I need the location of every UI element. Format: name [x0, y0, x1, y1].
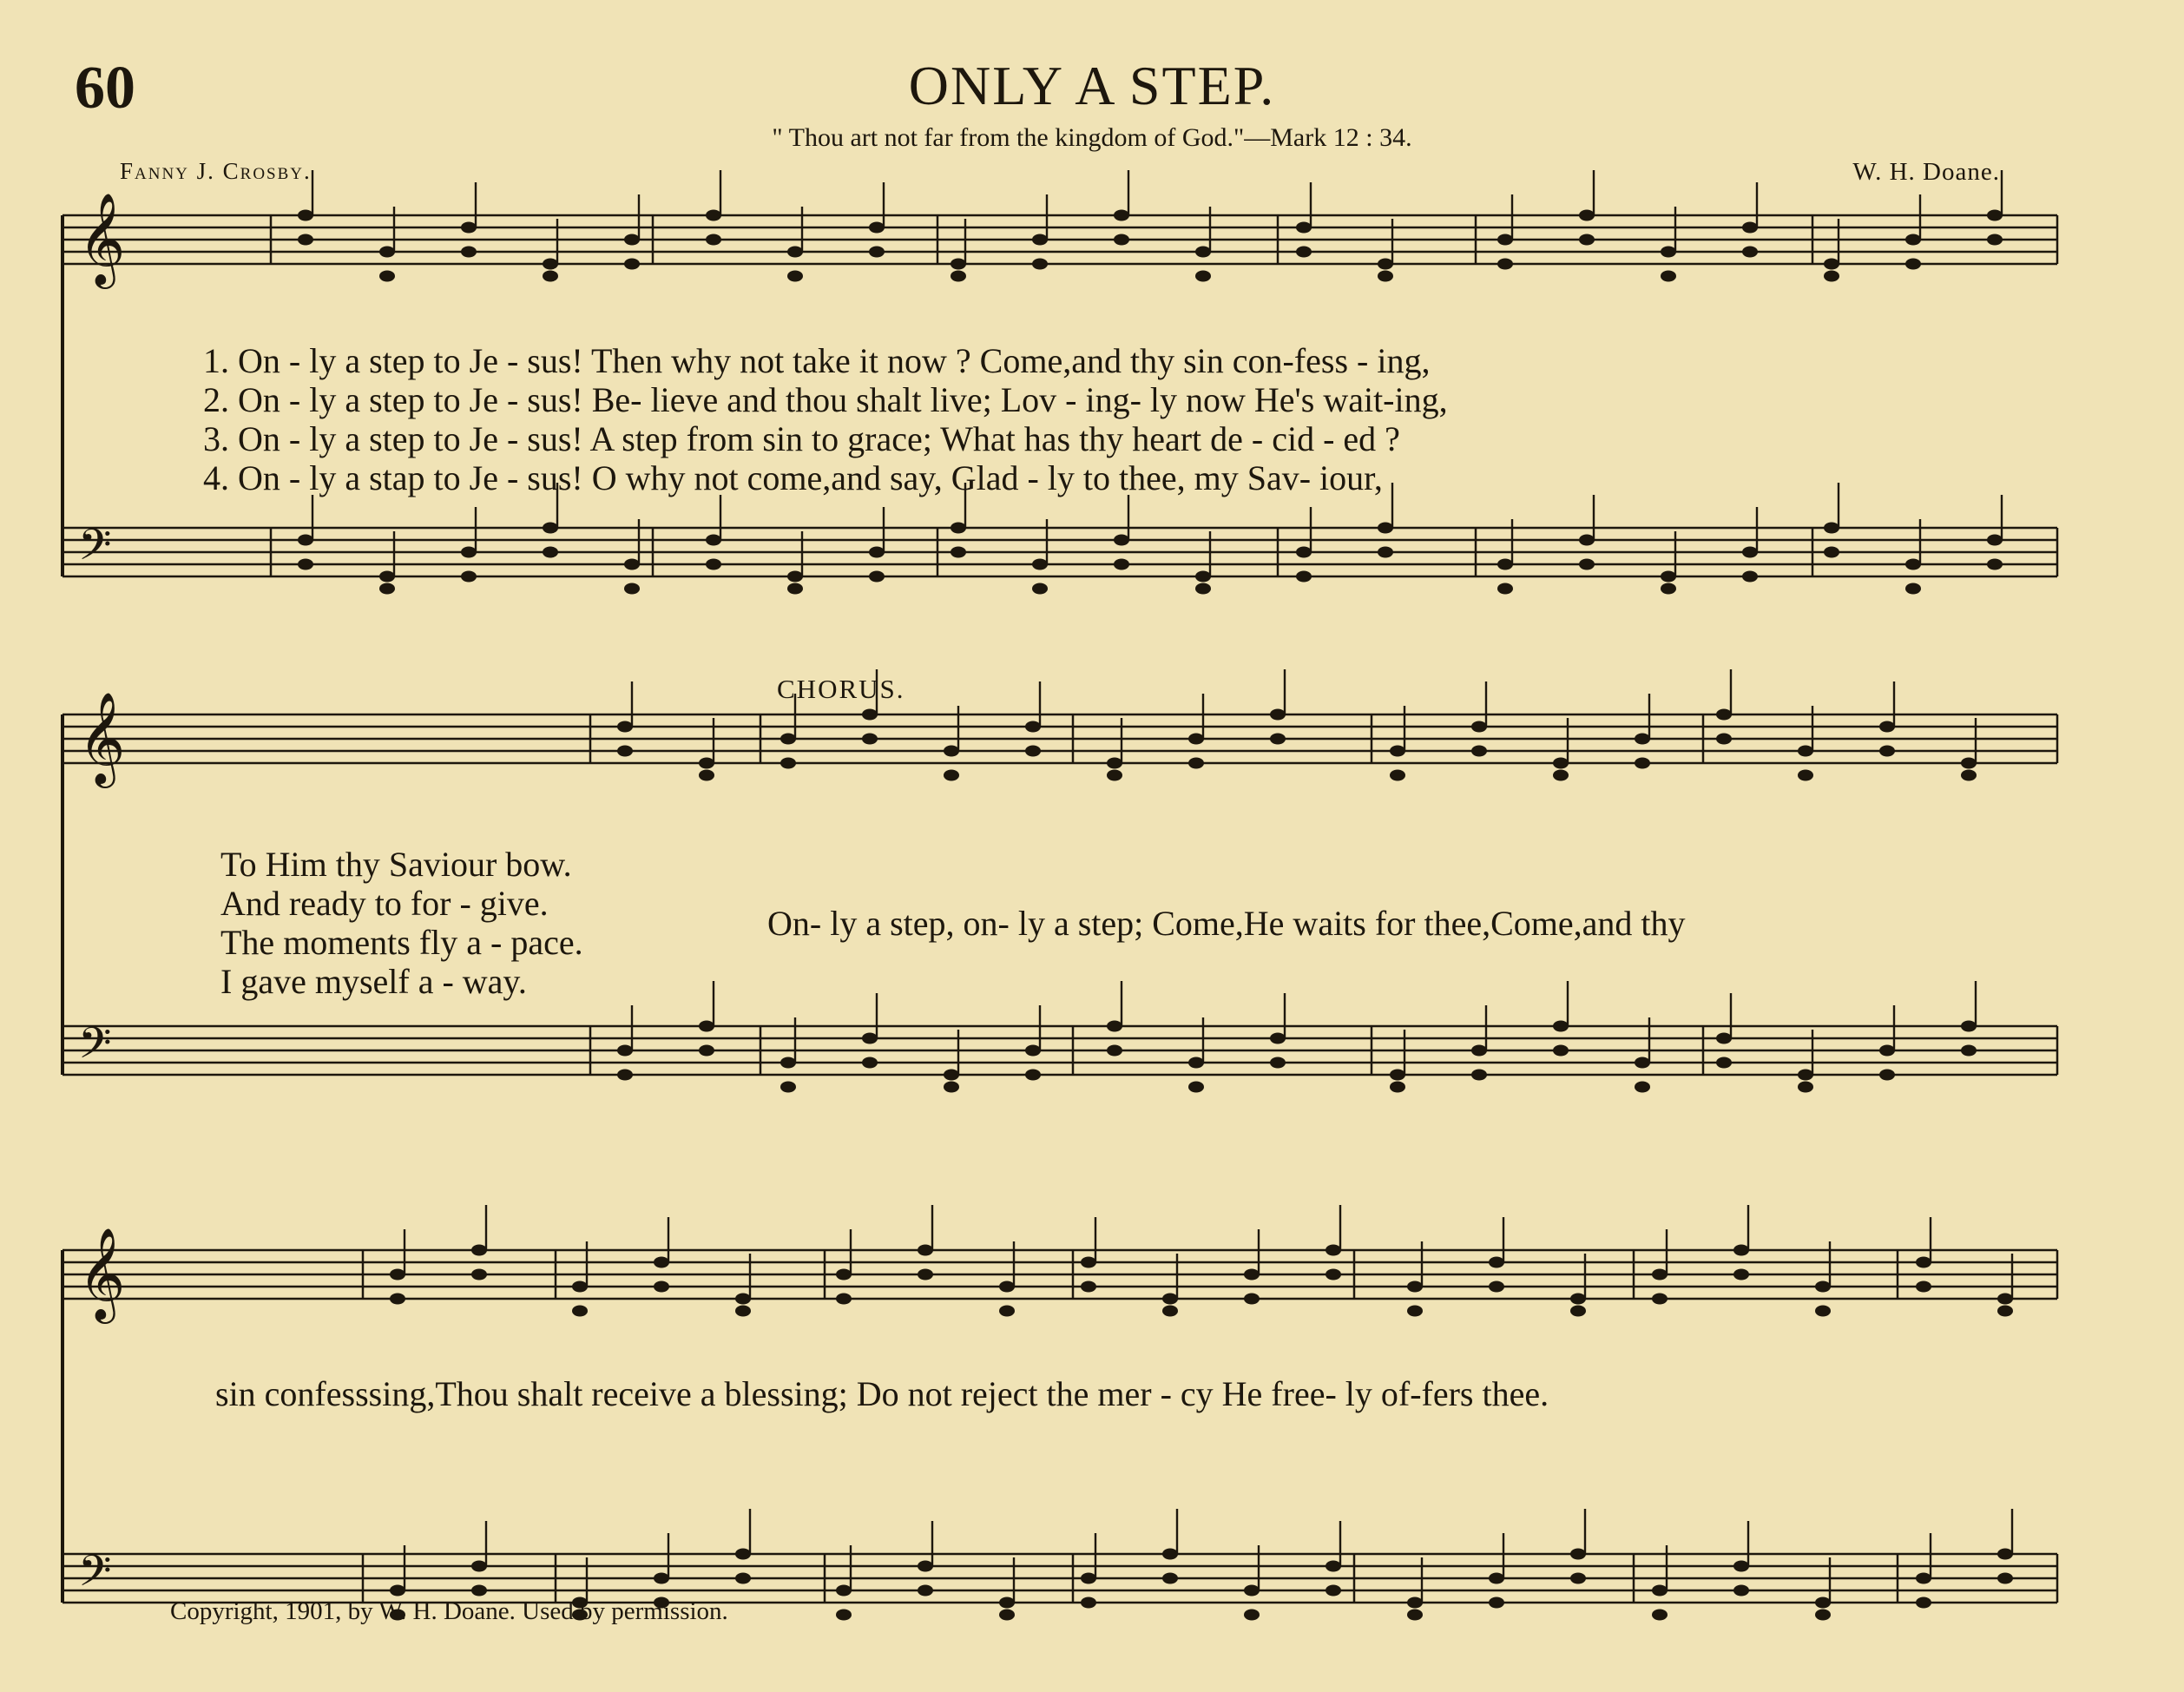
- notehead: [787, 271, 803, 282]
- notehead: [390, 1269, 405, 1281]
- notehead: [699, 770, 714, 781]
- notehead: [461, 222, 477, 234]
- notehead: [1032, 559, 1048, 570]
- notehead: [1114, 559, 1129, 570]
- notehead: [1188, 1082, 1204, 1093]
- notehead: [654, 1257, 669, 1268]
- notehead: [1742, 222, 1758, 234]
- notehead: [1553, 1045, 1569, 1057]
- notehead: [617, 1045, 633, 1057]
- notehead: [1326, 1269, 1341, 1281]
- page-number: 60: [75, 55, 135, 122]
- notehead: [1390, 1082, 1405, 1093]
- notehead: [699, 1021, 714, 1032]
- notehead: [951, 547, 966, 558]
- notehead: [1296, 247, 1312, 258]
- notehead: [836, 1269, 852, 1281]
- notehead: [624, 583, 640, 595]
- notehead: [624, 259, 640, 270]
- notehead: [780, 1082, 796, 1093]
- notehead: [1570, 1573, 1586, 1584]
- notehead: [1032, 259, 1048, 270]
- notehead: [836, 1610, 852, 1621]
- notehead: [1195, 583, 1211, 595]
- notehead: [1188, 734, 1204, 745]
- notehead: [471, 1585, 487, 1597]
- notehead: [1471, 746, 1487, 757]
- notehead: [1114, 234, 1129, 246]
- notehead: [1798, 770, 1813, 781]
- notehead: [706, 234, 721, 246]
- notehead: [1661, 571, 1676, 583]
- notehead: [944, 1082, 959, 1093]
- notehead: [1390, 746, 1405, 757]
- notehead: [706, 559, 721, 570]
- notehead: [1742, 547, 1758, 558]
- notehead: [1326, 1561, 1341, 1572]
- notehead: [1716, 709, 1732, 721]
- notehead: [1661, 271, 1676, 282]
- verse-ending-1: To Him thy Saviour bow.: [220, 845, 572, 884]
- notehead: [572, 1281, 588, 1293]
- notehead: [1570, 1306, 1586, 1317]
- notehead: [1497, 234, 1513, 246]
- notehead: [1815, 1610, 1831, 1621]
- notehead: [1378, 547, 1393, 558]
- notehead: [543, 271, 558, 282]
- notehead: [699, 1045, 714, 1057]
- verse-lyrics: [203, 341, 1448, 497]
- notehead: [1114, 210, 1129, 221]
- notehead: [1961, 770, 1977, 781]
- treble-clef-icon: 𝄞: [78, 1227, 126, 1320]
- chorus-label: CHORUS.: [777, 674, 905, 704]
- notehead: [1032, 583, 1048, 595]
- notehead: [1905, 583, 1921, 595]
- notehead: [1661, 583, 1676, 595]
- notehead: [1733, 1585, 1749, 1597]
- notehead: [572, 1306, 588, 1317]
- notehead: [862, 734, 878, 745]
- notehead: [1081, 1281, 1096, 1293]
- notehead: [1553, 1021, 1569, 1032]
- notehead: [869, 571, 885, 583]
- notehead: [1471, 721, 1487, 733]
- notehead: [1570, 1294, 1586, 1305]
- notehead: [869, 222, 885, 234]
- notehead: [1742, 571, 1758, 583]
- notehead: [1733, 1245, 1749, 1256]
- notehead: [1081, 1257, 1096, 1268]
- notehead: [1081, 1573, 1096, 1584]
- notehead: [1579, 559, 1595, 570]
- notehead: [918, 1561, 933, 1572]
- notehead: [1879, 721, 1895, 733]
- notehead: [1390, 770, 1405, 781]
- notehead: [1195, 571, 1211, 583]
- notehead: [1114, 535, 1129, 546]
- notehead: [735, 1294, 751, 1305]
- notehead: [869, 547, 885, 558]
- notehead: [543, 547, 558, 558]
- notehead: [1025, 1045, 1041, 1057]
- notehead: [1296, 222, 1312, 234]
- verse-2: 2. On - ly a step to Je - sus! Be- lieve and thou shalt live; Lov - ing- ly now He's wait-ing,: [203, 380, 1448, 419]
- notehead: [617, 1070, 633, 1081]
- notehead: [918, 1269, 933, 1281]
- notehead: [1916, 1257, 1931, 1268]
- composer-credit: W. H. Doane.: [1852, 158, 2000, 186]
- notehead: [1025, 1070, 1041, 1081]
- notehead: [1635, 1057, 1650, 1069]
- notehead: [390, 1585, 405, 1597]
- notehead: [862, 709, 878, 721]
- notehead: [1244, 1585, 1260, 1597]
- notehead: [836, 1294, 852, 1305]
- notehead: [1905, 234, 1921, 246]
- notehead: [1270, 1057, 1286, 1069]
- notehead: [1987, 234, 2003, 246]
- notehead: [1824, 271, 1839, 282]
- notehead: [1244, 1294, 1260, 1305]
- notehead: [1661, 247, 1676, 258]
- scripture-reference: " Thou art not far from the kingdom of God."—Mark 12 : 34.: [772, 123, 1412, 152]
- notehead: [1579, 234, 1595, 246]
- notehead: [735, 1549, 751, 1560]
- notehead: [780, 1057, 796, 1069]
- notehead: [1652, 1610, 1668, 1621]
- notehead: [1081, 1597, 1096, 1609]
- notehead: [1652, 1269, 1668, 1281]
- notehead: [298, 210, 313, 221]
- notehead: [1824, 259, 1839, 270]
- notehead: [1326, 1585, 1341, 1597]
- notehead: [461, 547, 477, 558]
- notehead: [390, 1294, 405, 1305]
- notehead: [1579, 535, 1595, 546]
- notehead: [1815, 1306, 1831, 1317]
- notehead: [699, 758, 714, 769]
- notehead: [461, 247, 477, 258]
- bass-clef-icon: 𝄢: [78, 520, 112, 581]
- notehead: [1961, 758, 1977, 769]
- notehead: [1997, 1294, 2013, 1305]
- notehead: [706, 535, 721, 546]
- notehead: [1270, 734, 1286, 745]
- notehead: [1378, 523, 1393, 534]
- notehead: [869, 247, 885, 258]
- notehead: [1905, 559, 1921, 570]
- notehead: [1107, 1045, 1122, 1057]
- notehead: [944, 746, 959, 757]
- notehead: [1798, 1082, 1813, 1093]
- notehead: [1742, 247, 1758, 258]
- notehead: [1270, 1033, 1286, 1044]
- treble-clef-icon: 𝄞: [78, 192, 126, 285]
- verse-ending-3: The moments fly a - pace.: [220, 923, 583, 962]
- notehead: [617, 746, 633, 757]
- verse-ending-4: I gave myself a - way.: [220, 962, 527, 1001]
- notehead: [1378, 259, 1393, 270]
- notehead: [944, 1070, 959, 1081]
- notehead: [787, 571, 803, 583]
- bass-clef-icon: 𝄢: [78, 1546, 112, 1607]
- notehead: [1188, 1057, 1204, 1069]
- notehead: [1407, 1597, 1423, 1609]
- notehead: [1378, 271, 1393, 282]
- notehead: [1471, 1045, 1487, 1057]
- notehead: [1635, 758, 1650, 769]
- notehead: [1407, 1281, 1423, 1293]
- notehead: [1652, 1294, 1668, 1305]
- notehead: [1489, 1257, 1504, 1268]
- notehead: [1489, 1573, 1504, 1584]
- notehead: [1025, 721, 1041, 733]
- notehead: [1188, 758, 1204, 769]
- notehead: [999, 1610, 1015, 1621]
- notehead: [1579, 210, 1595, 221]
- notehead: [1107, 770, 1122, 781]
- notehead: [1997, 1573, 2013, 1584]
- notehead: [1195, 247, 1211, 258]
- notehead: [1987, 210, 2003, 221]
- notehead: [787, 583, 803, 595]
- chorus-lyrics-line-2: sin confesssing,Thou shalt receive a blessing; Do not reject the mer - cy He free- ly of-fers thee.: [215, 1374, 1549, 1413]
- notehead: [1107, 1021, 1122, 1032]
- notehead: [1824, 523, 1839, 534]
- notehead: [461, 571, 477, 583]
- notehead: [1815, 1281, 1831, 1293]
- notehead: [1987, 559, 2003, 570]
- notehead: [1733, 1269, 1749, 1281]
- notehead: [1195, 271, 1211, 282]
- notehead: [1489, 1281, 1504, 1293]
- notehead: [999, 1597, 1015, 1609]
- verse-4: 4. On - ly a stap to Je - sus! O why not come,and say, Glad - ly to thee, my Sav- iour,: [203, 458, 1383, 497]
- notehead: [836, 1585, 852, 1597]
- notehead: [1961, 1021, 1977, 1032]
- notehead: [379, 571, 395, 583]
- notehead: [1879, 1045, 1895, 1057]
- notehead: [951, 271, 966, 282]
- notehead: [379, 247, 395, 258]
- notehead: [617, 721, 633, 733]
- notehead: [862, 1057, 878, 1069]
- notehead: [471, 1245, 487, 1256]
- notehead: [1798, 746, 1813, 757]
- notehead: [471, 1269, 487, 1281]
- notehead: [1716, 1057, 1732, 1069]
- notehead: [735, 1306, 751, 1317]
- notehead: [951, 523, 966, 534]
- notehead: [298, 559, 313, 570]
- notehead: [1987, 535, 2003, 546]
- notehead: [379, 583, 395, 595]
- notehead: [735, 1573, 751, 1584]
- notehead: [1497, 583, 1513, 595]
- notehead: [1961, 1045, 1977, 1057]
- notehead: [1635, 734, 1650, 745]
- notehead: [1879, 746, 1895, 757]
- chorus-lyrics-line-1: On- ly a step, on- ly a step; Come,He waits for thee,Come,and thy: [767, 904, 1686, 943]
- notehead: [1916, 1281, 1931, 1293]
- notehead: [1390, 1070, 1405, 1081]
- notehead: [1824, 547, 1839, 558]
- notehead: [1815, 1597, 1831, 1609]
- notehead: [780, 758, 796, 769]
- notehead: [1635, 1082, 1650, 1093]
- notehead: [1497, 559, 1513, 570]
- notehead: [1244, 1610, 1260, 1621]
- notehead: [543, 259, 558, 270]
- notehead: [918, 1245, 933, 1256]
- notehead: [654, 1281, 669, 1293]
- notehead: [1326, 1245, 1341, 1256]
- notehead: [1716, 1033, 1732, 1044]
- notehead: [1733, 1561, 1749, 1572]
- verse-endings: [220, 845, 583, 1001]
- notehead: [780, 734, 796, 745]
- notehead: [1905, 259, 1921, 270]
- notehead: [1296, 547, 1312, 558]
- notehead: [1270, 709, 1286, 721]
- notehead: [298, 535, 313, 546]
- notehead: [1497, 259, 1513, 270]
- notehead: [654, 1573, 669, 1584]
- notehead: [298, 234, 313, 246]
- notehead: [1407, 1306, 1423, 1317]
- treble-clef-icon: 𝄞: [78, 691, 126, 784]
- bass-clef-icon: 𝄢: [78, 1018, 112, 1079]
- notehead: [624, 234, 640, 246]
- notehead: [999, 1306, 1015, 1317]
- notehead: [1162, 1294, 1178, 1305]
- notehead: [471, 1561, 487, 1572]
- notehead: [1553, 758, 1569, 769]
- copyright-notice: Copyright, 1901, by W. H. Doane. Used by permission.: [170, 1597, 728, 1625]
- notehead: [543, 523, 558, 534]
- notehead: [1916, 1573, 1931, 1584]
- notehead: [1025, 746, 1041, 757]
- notehead: [862, 1033, 878, 1044]
- notehead: [379, 271, 395, 282]
- notehead: [1997, 1549, 2013, 1560]
- notehead: [787, 247, 803, 258]
- notehead: [1471, 1070, 1487, 1081]
- notehead: [1107, 758, 1122, 769]
- notehead: [1244, 1269, 1260, 1281]
- verse-ending-2: And ready to for - give.: [220, 884, 549, 923]
- notehead: [1798, 1070, 1813, 1081]
- notehead: [1162, 1573, 1178, 1584]
- notehead: [1570, 1549, 1586, 1560]
- notehead: [918, 1585, 933, 1597]
- notehead: [1489, 1597, 1504, 1609]
- notehead: [624, 559, 640, 570]
- notehead: [951, 259, 966, 270]
- notehead: [1916, 1597, 1931, 1609]
- notehead: [1716, 734, 1732, 745]
- verse-3: 3. On - ly a step to Je - sus! A step from sin to grace; What has thy heart de - cid - ed ?: [203, 419, 1400, 458]
- notehead: [1407, 1610, 1423, 1621]
- lyricist-credit: Fanny J. Crosby.: [120, 158, 312, 184]
- notehead: [1162, 1306, 1178, 1317]
- notehead: [1553, 770, 1569, 781]
- notehead: [944, 770, 959, 781]
- hymn-title: ONLY A STEP.: [908, 55, 1276, 116]
- notehead: [1296, 571, 1312, 583]
- notehead: [1162, 1549, 1178, 1560]
- notehead: [1032, 234, 1048, 246]
- notehead: [1879, 1070, 1895, 1081]
- notehead: [1997, 1306, 2013, 1317]
- verse-1: 1. On - ly a step to Je - sus! Then why not take it now ? Come,and thy sin con-fess - ing,: [203, 341, 1431, 380]
- notehead: [1652, 1585, 1668, 1597]
- notehead: [706, 210, 721, 221]
- notehead: [999, 1281, 1015, 1293]
